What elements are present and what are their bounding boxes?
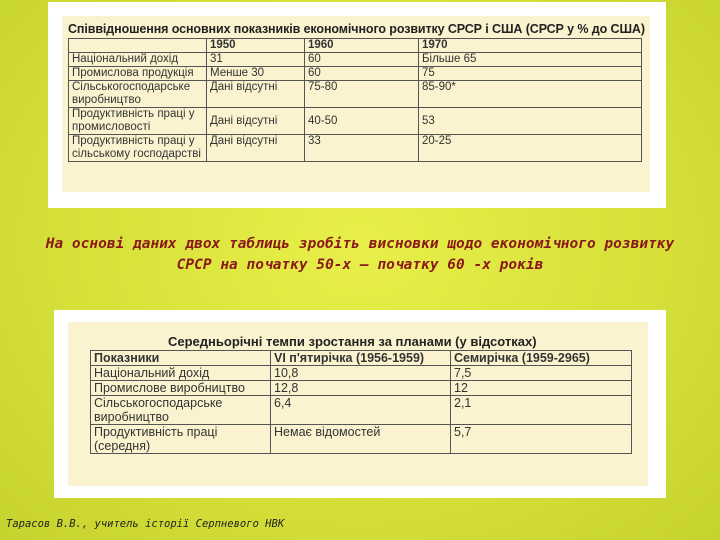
table1-cell: Дані відсутні [207, 108, 305, 135]
table1-cell: 75 [419, 67, 642, 81]
table-row [69, 81, 642, 108]
table1-cell: Національний дохід [69, 53, 207, 67]
table2-cell: 6,4 [271, 396, 451, 425]
table2-cell: Продуктивність праці (середня) [91, 425, 271, 454]
table1-cell: 60 [305, 67, 419, 81]
table2 [90, 350, 632, 454]
table-row [91, 366, 632, 381]
table2-cell: Національний дохід [91, 366, 271, 381]
author-footer: Тарасов В.В., учитель історії Серпневого НВК [6, 518, 285, 530]
table1-cell: 53 [419, 108, 642, 135]
table1-cell: Менше 30 [207, 67, 305, 81]
table2-cell: Немає відомостей [271, 425, 451, 454]
table-row [69, 108, 642, 135]
table1-header-cell: 1970 [419, 39, 642, 53]
table2-cell: 2,1 [451, 396, 632, 425]
table1 [68, 38, 642, 162]
table2-card [54, 310, 666, 498]
table-row [91, 425, 632, 454]
table2-header-cell: VI п'ятирічка (1956-1959) [271, 351, 451, 366]
table1-title: Співвідношення основних показників економічного розвитку СРСР і США (СРСР у % до США) [68, 22, 645, 36]
table2-cell: 5,7 [451, 425, 632, 454]
table2-cell: Сільськогосподарське виробництво [91, 396, 271, 425]
table2-cell: 12 [451, 381, 632, 396]
table2-header-cell: Показники [91, 351, 271, 366]
table1-cell: Дані відсутні [207, 135, 305, 162]
table1-cell: 85-90* [419, 81, 642, 108]
table2-header-cell: Семирічка (1959-2965) [451, 351, 632, 366]
table2-cell: 7,5 [451, 366, 632, 381]
table1-cell: 75-80 [305, 81, 419, 108]
table2-title: Середньорічні темпи зростання за планами (у відсотках) [168, 334, 537, 349]
table-row [69, 53, 642, 67]
table2-header-row [91, 351, 632, 366]
table1-cell: Продуктивність праці у промисловості [69, 108, 207, 135]
table2-cell: 10,8 [271, 366, 451, 381]
table1-cell: Сільськогосподарське виробництво [69, 81, 207, 108]
table1-cell: 31 [207, 53, 305, 67]
table-row [69, 135, 642, 162]
table1-cell: Дані відсутні [207, 81, 305, 108]
table-row [69, 67, 642, 81]
table-row [91, 396, 632, 425]
table1-header-cell: 1960 [305, 39, 419, 53]
table1-cell: 40-50 [305, 108, 419, 135]
table1-cell: Продуктивність праці у сільському господарстві [69, 135, 207, 162]
table1-cell: 20-25 [419, 135, 642, 162]
table1-cell: 33 [305, 135, 419, 162]
task-instruction: На основі даних двох таблиць зробіть висновки щодо економічного розвитку СРСР на початку 50-х – початку 60 -х років [45, 236, 675, 273]
table1-panel [62, 16, 650, 192]
table1-cell: 60 [305, 53, 419, 67]
table1-header-cell [69, 39, 207, 53]
table2-cell: Промислове виробництво [91, 381, 271, 396]
table2-panel [68, 322, 648, 486]
table1-cell: Промислова продукція [69, 67, 207, 81]
table1-header-cell: 1950 [207, 39, 305, 53]
table2-cell: 12,8 [271, 381, 451, 396]
table-row [91, 381, 632, 396]
table1-card [48, 2, 666, 208]
table1-cell: Більше 65 [419, 53, 642, 67]
table1-header-row [69, 39, 642, 53]
